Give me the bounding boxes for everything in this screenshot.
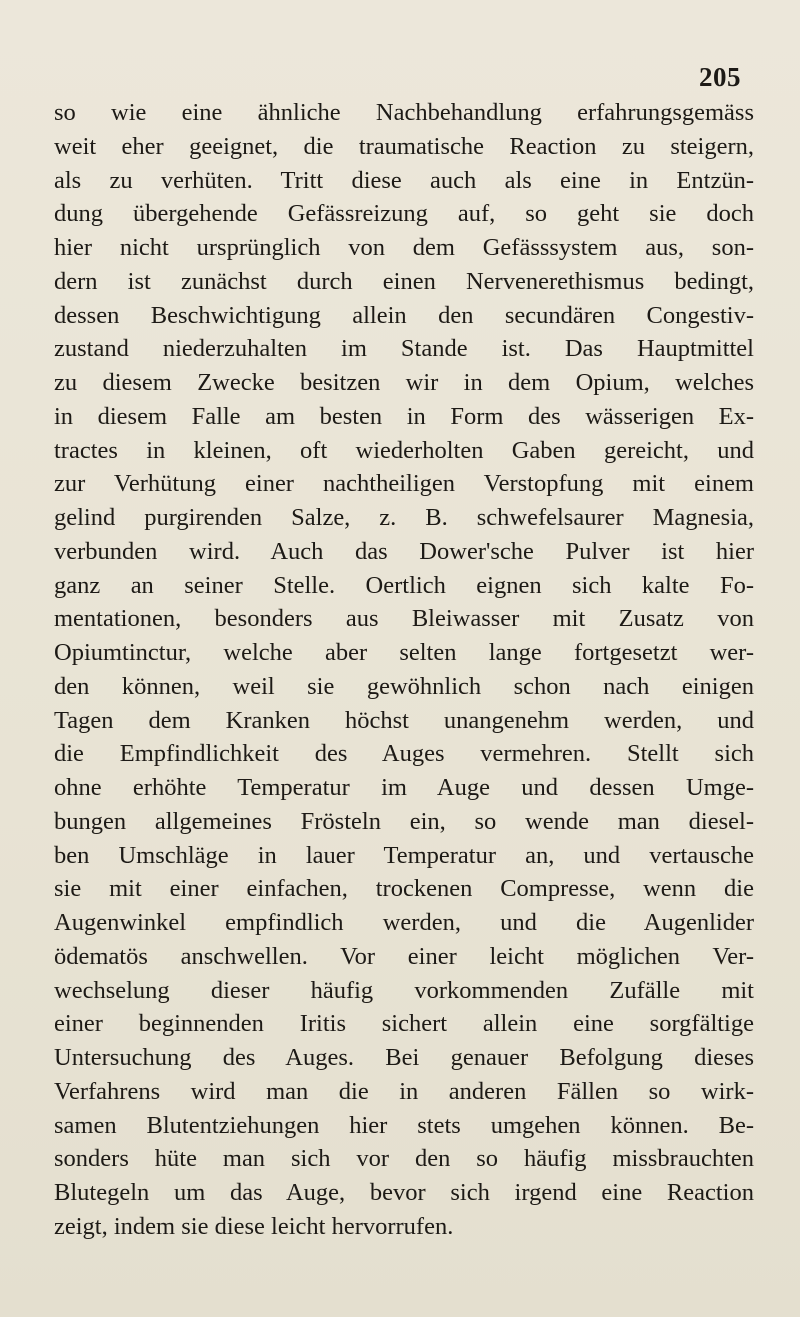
text-line: bungen allgemeines Frösteln ein, so wende man diesel- bbox=[54, 807, 754, 835]
text-line: ganz an seiner Stelle. Oertlich eignen sich kalte Fo- bbox=[54, 571, 754, 599]
text-line: weit eher geeignet, die traumatische Reaction zu steigern, bbox=[54, 132, 754, 160]
text-line: dung übergehende Gefässreizung auf, so geht sie doch bbox=[54, 200, 754, 228]
text-line: wechselung dieser häufig vorkommenden Zufälle mit bbox=[54, 976, 754, 1004]
text-line: den können, weil sie gewöhnlich schon nach einigen bbox=[54, 672, 754, 700]
text-line: hier nicht ursprünglich von dem Gefässsystem aus, son- bbox=[54, 234, 754, 261]
body-text bbox=[54, 96, 754, 1244]
text-line: Opiumtinctur, welche aber selten lange fortgesetzt wer- bbox=[54, 639, 754, 666]
text-line: die Empfindlichkeit des Auges vermehren. Stellt sich bbox=[54, 740, 754, 768]
text-line: sonders hüte man sich vor den so häufig missbrauchten bbox=[54, 1145, 754, 1173]
text-line: zu diesem Zwecke besitzen wir in dem Opium, welches bbox=[54, 369, 754, 396]
text-line: tractes in kleinen, oft wiederholten Gaben gereicht, und bbox=[54, 436, 754, 464]
text-line: Tagen dem Kranken höchst unangenehm werden, und bbox=[54, 706, 754, 734]
text-line: in diesem Falle am besten in Form des wässerigen Ex- bbox=[54, 402, 754, 430]
text-line: Blutegeln um das Auge, bevor sich irgend eine Reaction bbox=[54, 1179, 754, 1206]
text-line: als zu verhüten. Tritt diese auch als eine in Entzün- bbox=[54, 166, 754, 194]
text-line: zeigt, indem sie diese leicht hervorrufen. bbox=[54, 1212, 454, 1240]
page-number: 205 bbox=[699, 62, 741, 92]
text-line: Verfahrens wird man die in anderen Fällen so wirk- bbox=[54, 1077, 754, 1105]
text-line: ben Umschläge in lauer Temperatur an, und vertausche bbox=[54, 841, 754, 869]
text-line: zustand niederzuhalten im Stande ist. Das Hauptmittel bbox=[54, 335, 754, 363]
text-line: sie mit einer einfachen, trockenen Compresse, wenn die bbox=[54, 875, 754, 903]
text-line: ohne erhöhte Temperatur im Auge und dessen Umge- bbox=[54, 774, 754, 801]
text-line: samen Blutentziehungen hier stets umgehen können. Be- bbox=[54, 1111, 754, 1139]
text-line: Untersuchung des Auges. Bei genauer Befolgung dieses bbox=[54, 1044, 754, 1071]
text-line: mentationen, besonders aus Bleiwasser mit Zusatz von bbox=[54, 605, 754, 633]
text-line: Augenwinkel empfindlich werden, und die Augenlider bbox=[54, 909, 754, 936]
text-line: verbunden wird. Auch das Dower'sche Pulver ist hier bbox=[54, 537, 754, 565]
text-line: so wie eine ähnliche Nachbehandlung erfahrungsgemäss bbox=[54, 99, 754, 126]
text-line: gelind purgirenden Salze, z. B. schwefelsaurer Magnesia, bbox=[54, 504, 754, 531]
text-line: ödematös anschwellen. Vor einer leicht möglichen Ver- bbox=[54, 942, 754, 970]
text-line: dern ist zunächst durch einen Nervenerethismus bedingt, bbox=[54, 267, 754, 295]
text-line: dessen Beschwichtigung allein den secundären Congestiv- bbox=[54, 301, 754, 329]
text-line: zur Verhütung einer nachtheiligen Verstopfung mit einem bbox=[54, 470, 754, 498]
text-line: einer beginnenden Iritis sichert allein eine sorgfältige bbox=[54, 1010, 754, 1038]
